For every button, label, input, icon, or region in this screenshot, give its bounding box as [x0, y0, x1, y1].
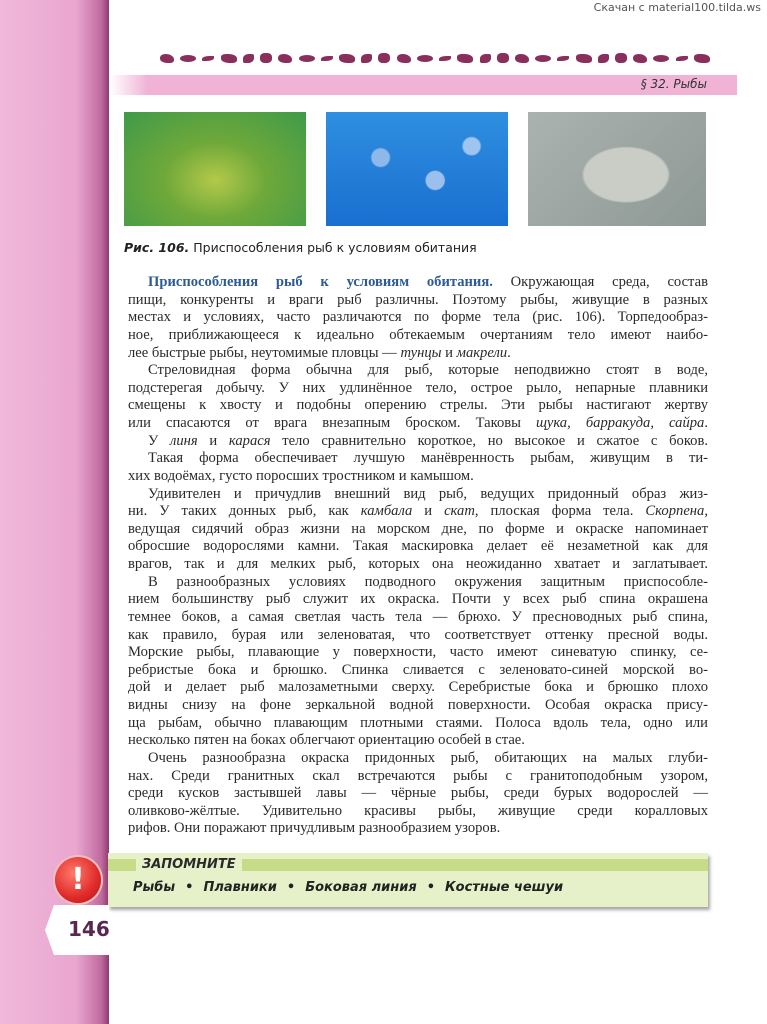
text-run: среди кусков застывшей лавы — чёрные рыбы, среди бурых водорослей —	[128, 785, 708, 802]
text-line	[128, 591, 708, 609]
text-run: местах и условиях, часто различаются по форме тела (рис. 106). Торпедообраз-	[128, 309, 708, 326]
text-run: Окружающая среда, состав	[492, 274, 708, 290]
text-line	[128, 486, 708, 504]
animal-silhouette-icon	[243, 54, 254, 63]
animal-silhouette-icon	[557, 56, 569, 61]
text-line	[128, 292, 708, 310]
text-line	[128, 415, 708, 433]
text-run: хих водоёмах, густо поросших тростником и камышом.	[128, 467, 474, 484]
text-run: тело сравнительно короткое, но высокое и сжатое с боков.	[270, 432, 708, 449]
bullet-separator: •	[185, 880, 194, 895]
italic-term: карася	[228, 432, 271, 449]
remember-term: Плавники	[203, 880, 277, 895]
animal-silhouette-icon	[653, 55, 669, 62]
text-run: темнее боков, а самая светлая часть тела — брюхо. У пресноводных рыб спина,	[128, 608, 708, 625]
text-line	[128, 327, 708, 345]
figure-caption	[124, 240, 477, 255]
animal-silhouette-icon	[202, 56, 214, 61]
text-run: .	[507, 344, 511, 361]
animal-silhouette-icon	[480, 54, 491, 63]
text-line	[128, 433, 708, 451]
animal-silhouette-icon	[576, 54, 592, 63]
pike-photo	[124, 112, 306, 226]
text-line	[128, 538, 708, 556]
text-run: или спасаются от врага внезапным броском. Таковы	[128, 415, 537, 431]
text-run: смещены к хвосту и подобны оперению стрелы. Эти рыбы настигают жертву	[128, 397, 708, 414]
remember-box	[108, 853, 708, 907]
text-run: ное, приближающееся к идеально обтекаемым очертаниям тело имеют наибо-	[128, 326, 708, 343]
text-line	[128, 662, 708, 680]
text-line	[128, 397, 708, 415]
section-title: § 32. Рыбы	[640, 77, 707, 91]
italic-term: щука, барракуда, сайра	[536, 415, 705, 431]
text-run: лее быстрые рыбы, неутомимые пловцы —	[128, 344, 401, 361]
bullet-separator: •	[286, 880, 296, 895]
animal-silhouette-icon	[397, 54, 411, 63]
text-run: Такая форма обеспечивает лучшую манёвренность рыбам, живущим в ти-	[148, 450, 708, 467]
text-run: .	[704, 415, 708, 431]
text-run: В разнообразных условиях подводного окружения защитным приспособле-	[148, 573, 708, 590]
text-run: нах. Среди гранитных скал встречаются рыбы с гранитоподобным узором,	[128, 767, 708, 784]
text-run: обросшие водорослями камни. Такая маскировка делает её незаметной как для	[128, 538, 708, 555]
text-line	[128, 380, 708, 398]
animal-silhouette-icon	[378, 53, 390, 63]
text-line	[128, 521, 708, 539]
animal-silhouette-icon	[299, 55, 315, 62]
text-run: рифов. Они поражают причудливым разнообразием узоров.	[128, 820, 501, 837]
text-run: ни. У таких донных рыб, как	[128, 503, 361, 520]
animal-silhouette-icon	[615, 53, 627, 63]
text-run: Удивителен и причудлив внешний вид рыб, ведущих придонный образ жиз-	[148, 485, 708, 502]
animal-silhouette-icon	[694, 54, 710, 63]
figure-caption-text: Приспособления рыб к условиям обитания	[189, 240, 477, 255]
text-run: пищи, конкуренты и враги рыб различны. Поэтому рыбы, живущие в разных	[128, 291, 708, 308]
watermark: Скачан с material100.tilda.ws	[593, 1, 761, 14]
remember-term: Рыбы	[133, 880, 176, 895]
text-run: дой и делает рыб малозаметными сверху. Серебристые бока и брюшко плохо	[128, 679, 708, 696]
text-line	[128, 644, 708, 662]
text-line	[128, 609, 708, 627]
italic-term: линя	[170, 432, 198, 449]
text-run: Очень разнообразна окраска придонных рыб, обитающих на малых глуби-	[148, 749, 708, 766]
animal-silhouette-icon	[515, 54, 529, 63]
text-line	[128, 450, 708, 468]
text-run: , плоская форма тела.	[474, 503, 646, 520]
paragraph-heading: Приспособления рыб к условиям обитания.	[148, 274, 493, 290]
italic-term: скат	[444, 503, 475, 520]
animal-silhouette-icon	[676, 56, 688, 61]
animal-silhouette-icon	[497, 53, 509, 63]
text-line	[128, 679, 708, 697]
text-line	[128, 345, 708, 363]
animal-silhouette-icon	[439, 56, 451, 61]
remember-term: Боковая линия	[305, 880, 417, 895]
italic-term: Скорпена	[645, 503, 705, 520]
text-line	[128, 715, 708, 733]
text-line	[128, 750, 708, 768]
text-run: ,	[704, 503, 708, 520]
animal-silhouette-icon	[361, 54, 372, 63]
text-line	[128, 468, 708, 486]
text-run: Стреловидная форма обычна для рыб, которые неподвижно стоят в воде,	[148, 362, 708, 379]
text-line	[128, 556, 708, 574]
animal-silhouette-icon	[160, 54, 174, 63]
text-line	[128, 732, 708, 750]
text-run: ребристые бока и брюшко. Спинка сливается с зеленовато-синей морской во-	[128, 661, 708, 678]
fish-school-photo	[326, 112, 508, 226]
text-run: и	[197, 432, 229, 449]
remember-term: Костные чешуи	[445, 880, 564, 895]
text-run: ща рыбам, обычно плавающим плотными стаями. Полоса вдоль тела, одно или	[128, 714, 708, 731]
remember-title: ЗАПОМНИТЕ	[136, 857, 242, 872]
animal-silhouette-icon	[457, 54, 473, 63]
italic-term: тунцы	[400, 344, 442, 361]
figure-label: Рис. 106.	[124, 240, 190, 255]
text-line	[128, 785, 708, 803]
text-run: У	[148, 432, 171, 449]
text-line	[128, 274, 708, 292]
text-line	[128, 309, 708, 327]
text-line	[128, 820, 708, 838]
page-number: 146	[68, 917, 110, 941]
text-line	[128, 627, 708, 645]
animal-silhouettes-row	[160, 50, 710, 66]
text-line	[128, 503, 708, 521]
italic-term: макрели	[456, 344, 508, 361]
text-line	[128, 362, 708, 380]
text-run: и	[441, 344, 457, 361]
exclamation-icon: !	[55, 857, 101, 903]
text-run: и	[412, 503, 445, 520]
animal-silhouette-icon	[221, 54, 237, 63]
animal-silhouette-icon	[260, 53, 272, 63]
animal-silhouette-icon	[180, 55, 196, 62]
remember-terms	[133, 880, 563, 895]
text-run: как правило, бурая или зеленоватая, что соответствует оттенку пресной воды.	[128, 626, 708, 643]
text-run: оливково-жёлтые. Удивительно красивы рыбы, живущие среди коралловых	[128, 802, 708, 819]
animal-silhouette-icon	[417, 55, 433, 62]
section-header	[110, 75, 737, 95]
text-line	[128, 697, 708, 715]
animal-silhouette-icon	[321, 56, 333, 61]
animal-silhouette-icon	[535, 55, 551, 62]
text-run: несколько пятен на боках облегчают ориентацию особей в стае.	[128, 732, 525, 749]
text-run: подстерегая добычу. У них удлинённое тело, острое рыло, непарные плавники	[128, 379, 708, 396]
animal-silhouette-icon	[633, 54, 647, 63]
body-text	[128, 274, 708, 838]
text-run: врагов, так и для мелких рыб, которых она неожиданно хватает и заглатывает.	[128, 556, 708, 572]
bullet-separator: •	[426, 880, 436, 895]
text-run: ведущая сидячий образ жизни на морском дне, по форме и окраске напоминает	[128, 520, 708, 537]
animal-silhouette-icon	[339, 54, 355, 63]
italic-term: камбала	[360, 503, 413, 520]
text-line	[128, 574, 708, 592]
text-run: нием большинству рыб служит их окраска. Почти у всех рыб спина окрашена	[128, 591, 708, 608]
animal-silhouette-icon	[598, 54, 609, 63]
text-line	[128, 768, 708, 786]
text-line	[128, 803, 708, 821]
text-run: видны снизу на фоне зеркальной водной поверхности. Особая окраска прису-	[128, 697, 708, 713]
flounder-photo	[528, 112, 706, 226]
text-run: Морские рыбы, плавающие у поверхности, часто имеют синеватую спинку, се-	[128, 644, 708, 661]
animal-silhouette-icon	[278, 54, 292, 63]
